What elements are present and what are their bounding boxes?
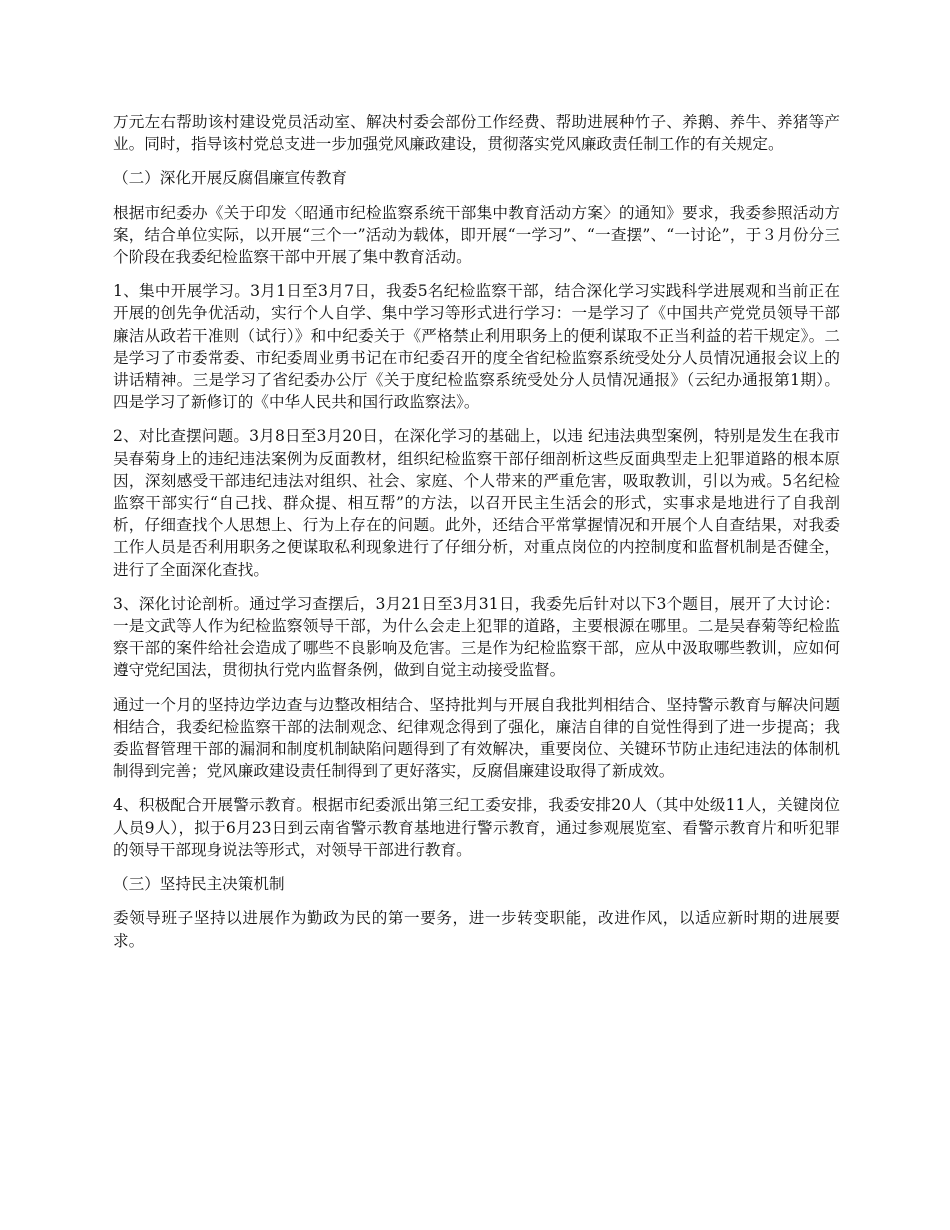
paragraph-month-summary: 通过一个月的坚持边学边查与边整改相结合、坚持批判与开展自我批判相结合、坚持警示教育与解决问题相结合，我委纪检监察干部的法制观念、纪律观念得到了强化，廉洁自律的自觉性得到了进一步提高；我委监督管理干部的漏洞和制度机制缺陷问题得到了有效解决，重要岗位、关键环节防止违纪违法的体制机制得到完善；党风廉政建设责任制得到了更好落实，反腐倡廉建设取得了新成效。 bbox=[113, 695, 840, 781]
paragraph-concentrated-study: 1、集中开展学习。3月1日至3月7日，我委5名纪检监察干部，结合深化学习实践科学进展观和当前正在开展的创先争优活动，实行个人自学、集中学习等形式进行学习：一是学习了《中国共产党党员领导干部廉洁从政若干准则（试行）》和中纪委关于《严格禁止利用职务上的便利谋取不正当利益的若干规定》。二是学习了市委常委、市纪委周业勇书记在市纪委召开的度全省纪检监察系统受处分人员情况通报会议上的讲话精神。三是学习了省纪委办公厅《关于度纪检监察系统受处分人员情况通报》（云纪办通报第1期）。四是学习了新修订的《中华人民共和国行政监察法》。 bbox=[113, 282, 840, 412]
paragraph-discussion: 3、深化讨论剖析。通过学习查摆后，3月21日至3月31日，我委先后针对以下3个题目，展开了大讨论：一是文武等人作为纪检监察领导干部，为什么会走上犯罪的道路，主要根源在哪里。二是吴春菊等纪检监察干部的案件给社会造成了哪些不良影响及危害。三是作为纪检监察干部，应从中汲取哪些教训，应如何遵守党纪国法，贯彻执行党内监督条例，做到自觉主动接受监督。 bbox=[113, 594, 840, 680]
paragraph-problem-check: 2、对比查摆问题。3月8日至3月20日，在深化学习的基础上，以违 纪违法典型案例，特别是发生在我市吴春菊身上的违纪违法案例为反面教材，组织纪检监察干部仔细剖析这些反面典型走上犯罪道路的根本原因，深刻感受干部违纪违法对组织、社会、家庭、个人带来的严重危害，吸取教训，引以为戒。5名纪检监察干部实行“自己找、群众提、相互帮”的方法，以召开民主生活会的形式，实事求是地进行了自我剖析，仔细查找个人思想上、行为上存在的问题。此外，还结合平常掌握情况和开展个人自查结果，对我委工作人员是否利用职务之便谋取私利现象进行了仔细分析，对重点岗位的内控制度和监督机制是否健全，进行了全面深化查找。 bbox=[113, 427, 840, 579]
paragraph-village-support: 万元左右帮助该村建设党员活动室、解决村委会部份工作经费、帮助进展种竹子、养鹅、养牛、养猪等产业。同时，指导该村党总支进一步加强党风廉政建设，贯彻落实党风廉政责任制工作的有关规定。 bbox=[113, 113, 840, 154]
paragraph-warning-education: 4、积极配合开展警示教育。根据市纪委派出第三纪工委安排，我委安排20人（其中处级11人，关键岗位人员9人），拟于6月23日到云南省警示教育基地进行警示教育，通过参观展览室、看警示教育片和听犯罪的领导干部现身说法等形式，对领导干部进行教育。 bbox=[113, 796, 840, 859]
section-heading-democratic-decision: （三）坚持民主决策机制 bbox=[113, 875, 285, 894]
paragraph-activity-plan: 根据市纪委办《关于印发〈昭通市纪检监察系统干部集中教育活动方案〉的通知》要求，我委参照活动方案，结合单位实际，以开展“三个一”活动为载体，即开展“一学习”、“一查摆”、“一讨论”，于３月份分三个阶段在我委纪检监察干部中开展了集中教育活动。 bbox=[113, 203, 840, 267]
section-heading-propaganda-education: （二）深化开展反腐倡廉宣传教育 bbox=[113, 169, 347, 188]
paragraph-leadership: 委领导班子坚持以进展作为勤政为民的第一要务，进一步转变职能，改进作风，以适应新时期的进展要求。 bbox=[113, 909, 840, 950]
document-body bbox=[113, 111, 840, 964]
